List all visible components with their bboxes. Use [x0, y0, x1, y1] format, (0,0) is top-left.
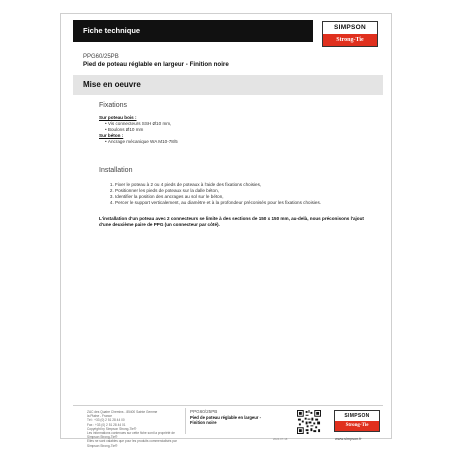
concrete-label: Sur béton :: [99, 133, 124, 138]
address-line: Fax : +33 (0) 2 51 28 44 01: [87, 422, 126, 427]
footer-ref: PPG60/25PB: [190, 409, 218, 414]
wood-list: [105, 121, 178, 133]
footer-brand-bottom: Strong-Tie: [335, 421, 379, 431]
footer-title: Pied de poteau réglable en largeur - Finition noire: [190, 415, 261, 425]
footer-brand-top: SIMPSON: [335, 411, 379, 421]
footer-date: 2024-07-18: [273, 437, 288, 441]
address-line: Copyright by Simpson Strong-Tie®: [87, 426, 137, 431]
step-item: 4. Percer le support verticalement, au diamètre et à la profondeur préconisés pour les fixations choisies.: [115, 200, 385, 206]
fixations-heading: Fixations: [99, 102, 128, 109]
fixations-block: [99, 115, 178, 145]
concrete-list: [105, 139, 178, 145]
brand-logo-bottom: Strong-Tie: [323, 34, 377, 46]
installation-steps: [107, 182, 385, 206]
step-item: 3. Identifier la position des ancrages au sol sur le béton,: [115, 194, 385, 200]
list-item: • Vis connecteurs SSH Ø10 mm,: [105, 121, 178, 127]
list-item: • Ancrage mécanique WA M10-78/5: [105, 139, 178, 145]
installation-note: L'installation d'un poteau avec 2 connecteurs se limite à des sections de 150 x 150 mm, au-delà, nous préconisons l'ajout d'une deuxième paire de PPG (un connecteur par côté).: [99, 216, 364, 227]
list-item: • Boulons Ø10 mm: [105, 127, 178, 133]
footer-divider: [73, 405, 383, 406]
brand-logo: [322, 21, 378, 47]
footer-address: [87, 410, 182, 448]
installation-heading: Installation: [99, 167, 133, 174]
footer-column-divider: [185, 408, 186, 434]
step-item: 1. Fixer le poteau à 2 ou 4 pieds de poteaux à l'aide des fixations choisies,: [115, 182, 385, 188]
header-banner: Fiche technique: [73, 20, 313, 42]
section-title: Mise en oeuvre: [83, 80, 141, 89]
footer-brand-logo: [334, 410, 380, 432]
qr-code-icon: [297, 410, 321, 434]
wood-label: Sur poteau bois :: [99, 115, 137, 120]
address-line: la Plaine - France: [87, 414, 112, 419]
address-line: Les informations contenues sur cette fiche sont la propriété de Simpson Strong-Tie®: [87, 431, 175, 440]
address-line: Elles ne sont valables que pour les produits commercialisés par Simpson Strong-Tie®: [87, 439, 177, 448]
product-title: Pied de poteau réglable en largeur - Finition noire: [83, 61, 229, 68]
document-page: [60, 13, 392, 448]
product-ref: PPG60/25PB: [83, 54, 119, 60]
brand-logo-top: SIMPSON: [323, 22, 377, 34]
address-line: Tél : +33 (0) 2 51 28 44 00: [87, 418, 125, 423]
step-item: 2. Positionner les pieds de poteaux sur la dalle béton,: [115, 188, 385, 194]
address-line: ZAC des Quatre Chemins - 85400 Sainte Gemme: [87, 410, 158, 414]
website-link[interactable]: www.simpson.fr: [335, 437, 362, 441]
